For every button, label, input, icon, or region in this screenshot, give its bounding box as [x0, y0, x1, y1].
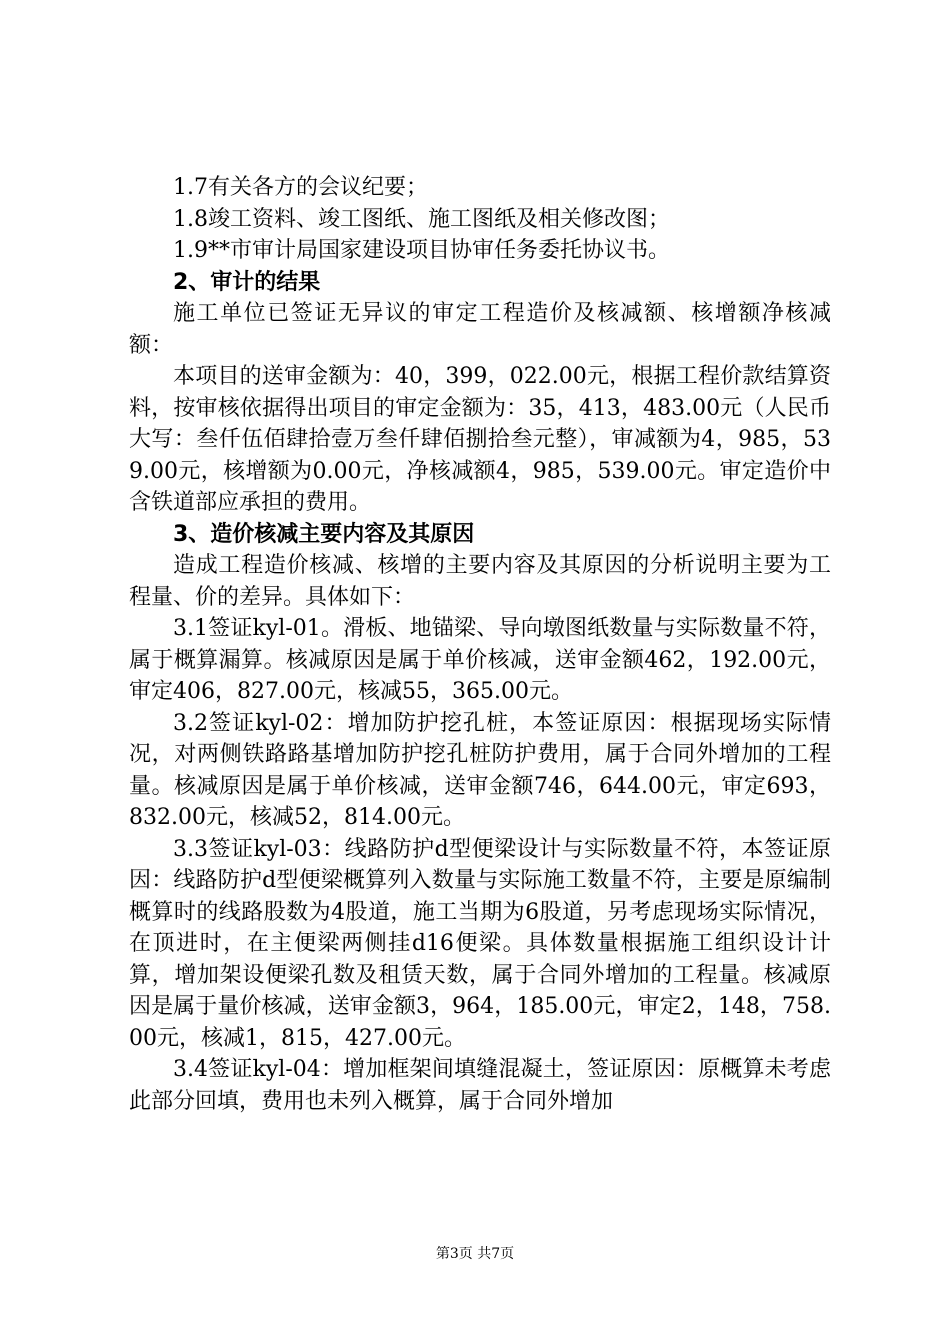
paragraph-audit-amounts: 本项目的送审金额为：40，399，022.00元，根据工程价款结算资料，按审核依据得出项目的审定金额为：35，413，483.00元（人民币大写：叁仟伍佰肆拾壹万叁仟肆佰捌拾叁元整），审减额为4，985，539.00元，核增额为0.00元，净核减额4，985，539.00元。审定造价中含铁道部应承担的费用。 [129, 364, 831, 515]
page-number-footer: 第3页 共7页 [435, 1246, 515, 1262]
paragraph-audit-intro: 施工单位已签证无异议的审定工程造价及核减额、核增额净核减额： [129, 301, 831, 358]
paragraph-3-3: 3.3签证kyl-03：线路防护d型便梁设计与实际数量不符，本签证原因：线路防护d型便梁概算列入数量与实际施工数量不符，主要是原编制概算时的线路股数为4股道，施工当期为6股道，另考虑现场实际情况，在顶进时，在主便梁两侧挂d16便梁。具体数量根据施工组织设计计算，增加架设便梁孔数及租赁天数，属于合同外增加的工程量。核减原因是属于量价核减，送审金额3，964，185.00元，审定2，148，758.00元，核减1，815，427.00元。 [129, 836, 831, 1051]
section-heading-2: 2、审计的结果 [173, 269, 321, 295]
document-body [129, 172, 831, 1117]
section-heading-3: 3、造价核减主要内容及其原因 [173, 521, 475, 547]
paragraph-3-4: 3.4签证kyl-04：增加框架间填缝混凝土，签证原因：原概算未考虑此部分回填，费用也未列入概算，属于合同外增加 [129, 1057, 831, 1114]
paragraph-3-1: 3.1签证kyl-01。滑板、地锚梁、导向墩图纸数量与实际数量不符，属于概算漏算。核减原因是属于单价核减，送审金额462，192.00元，审定406，827.00元，核减55，365.00元。 [129, 616, 831, 704]
paragraph-1-7: 1.7有关各方的会议纪要； [173, 175, 428, 200]
paragraph-1-8: 1.8竣工资料、竣工图纸、施工图纸及相关修改图； [173, 206, 670, 232]
paragraph-3-2: 3.2签证kyl-02：增加防护挖孔桩，本签证原因：根据现场实际情况，对两侧铁路路基增加防护挖孔桩防护费用，属于合同外增加的工程量。核减原因是属于单价核减，送审金额746，644.00元，审定693，832.00元，核减52，814.00元。 [129, 710, 831, 830]
paragraph-reduction-intro: 造成工程造价核减、核增的主要内容及其原因的分析说明主要为工程量、价的差异。具体如下： [129, 553, 831, 610]
paragraph-1-9: 1.9**市审计局国家建设项目协审任务委托协议书。 [173, 238, 670, 263]
